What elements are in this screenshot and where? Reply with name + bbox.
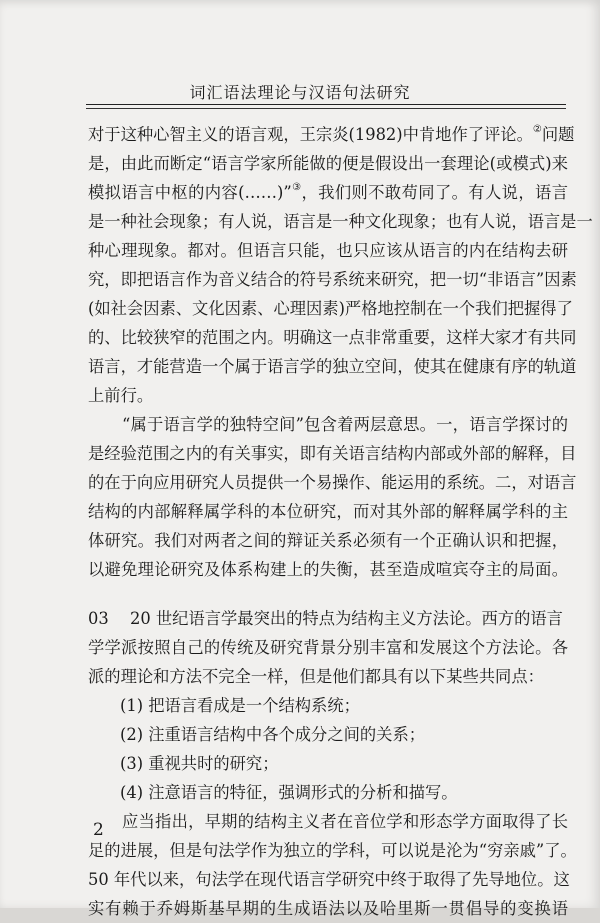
text-line: 体研究。我们对两者之间的辩证关系必须有一个正确认识和把握，	[88, 531, 568, 550]
text-line: 模拟语言中枢的内容(……)”③，我们则不敢苟同了。有人说，语言	[88, 182, 568, 202]
text-line: 是一种社会现象；有人说，语言是一种文化现象；也有人说，语言是一	[88, 212, 593, 231]
list-item: (4) 注意语言的特征，强调形式的分析和描写。	[120, 783, 458, 802]
running-head: 词汇语法理论与汉语句法研究	[189, 83, 411, 102]
text-line: 应当指出，早期的结构主义者在音位学和形态学方面取得了长	[122, 812, 568, 831]
list-item: (3) 重视共时的研究；	[120, 754, 279, 773]
text-line: (如社会因素、文化因素、心理因素)严格地控制在一个我们把握得了	[88, 299, 573, 318]
text-line: 的、比较狭窄的范围之内。明确这一点非常重要，这样大家才有共同	[88, 328, 577, 347]
text-line: 的在于向应用研究人员提供一个易操作、能运用的系统。二，对语言	[88, 473, 577, 492]
list-item: (1) 把语言看成是一个结构系统；	[120, 696, 360, 715]
section-first-line: 03 20 世纪语言学最突出的特点为结构主义方法论。西方的语言	[88, 604, 568, 633]
text-line: 上前行。	[88, 386, 154, 405]
text-line: 对于这种心智主义的语言观，王宗炎(1982)中肯地作了评论。②问题	[88, 124, 575, 144]
paragraph-2	[88, 410, 577, 584]
footnote-marker: ③	[291, 182, 302, 193]
text-line: 是经验范围之内的有关事实，即有关语言结构内部或外部的解释，目	[88, 444, 577, 463]
text-line: 足的进展，但是句法学作为独立的学科，可以说是沦为“穷亲戚”了。	[88, 841, 577, 860]
paragraph-4	[88, 807, 577, 923]
text-line: 实有赖于乔姆斯基早期的生成语法以及哈里斯一贯倡导的变换语	[88, 899, 568, 918]
body-text	[88, 120, 593, 923]
header-rule-thin	[86, 108, 566, 109]
text-line: 结构的内部解释属学科的本位研究，而对其外部的解释属学科的主	[88, 502, 568, 521]
list-item: (2) 注重语言结构中各个成分之间的关系；	[120, 725, 426, 744]
page-number: 2	[93, 820, 104, 840]
text-line: 学学派按照自己的传统及研究背景分别丰富和发展这个方法论。各	[88, 638, 568, 657]
text-line: “属于语言学的独特空间”包含着两层意思。一，语言学探讨的	[122, 415, 568, 434]
text-line: 语言，才能营造一个属于语言学的独立空间，使其在健康有序的轨道	[88, 357, 577, 376]
text-line: 种心理现象。都对。但语言只能，也只应该从语言的内在结构去研	[88, 241, 568, 260]
footnote-marker: ②	[532, 124, 542, 135]
section-gap	[88, 584, 568, 604]
text-line: 究，即把语言作为音义结合的符号系统来研究，把一切“非语言”因素	[88, 270, 577, 289]
text-line: 是，由此而断定“语言学家所能做的便是假设出一套理论(或模式)来	[88, 154, 568, 173]
section-number: 03	[88, 609, 109, 628]
text-line: 派的理论和方法不完全一样，但是他们都具有以下某些共同点：	[88, 667, 544, 686]
text-line: 50 年代以来，句法学在现代语言学研究中终于取得了先导地位。这	[88, 870, 570, 889]
paragraph-1	[88, 120, 593, 410]
section-03	[88, 604, 568, 807]
header-rule	[86, 104, 566, 105]
text-line: 以避免理论研究及体系构建上的失衡，甚至造成喧宾夺主的局面。	[88, 560, 568, 579]
